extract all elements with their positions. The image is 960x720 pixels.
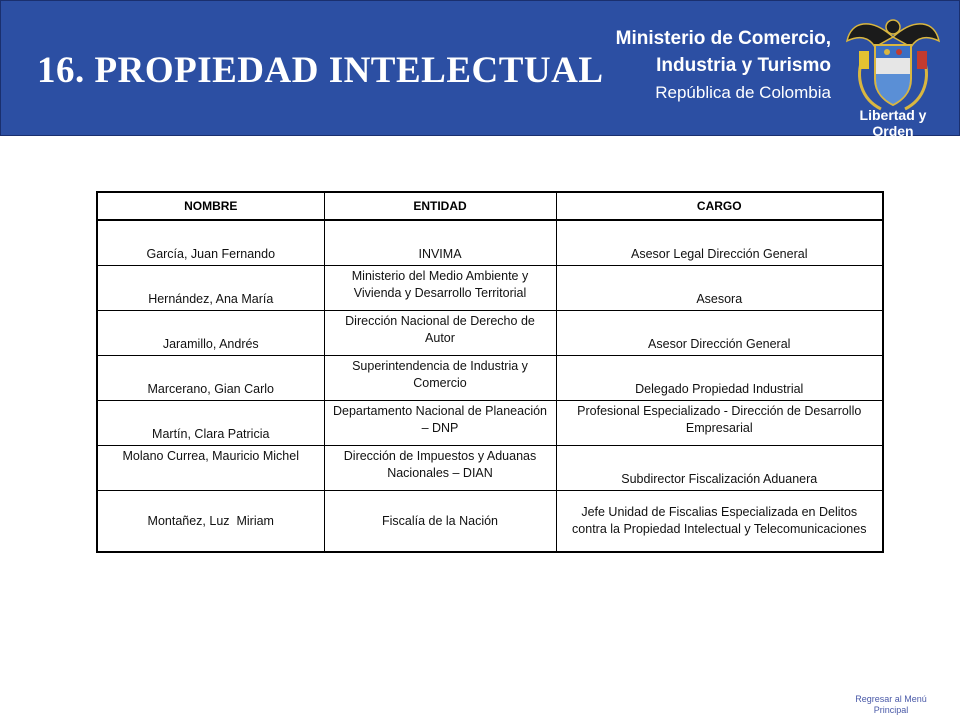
table-row bbox=[97, 266, 883, 311]
cell-cargo: Asesor Dirección General bbox=[556, 311, 883, 356]
cell-entidad: INVIMA bbox=[324, 220, 556, 266]
cell-nombre: Montañez, Luz Miriam bbox=[97, 491, 324, 553]
page-title: 16. PROPIEDAD INTELECTUAL bbox=[37, 50, 604, 91]
cell-entidad: Superintendencia de Industria y Comercio bbox=[324, 356, 556, 401]
table-row bbox=[97, 401, 883, 446]
cell-nombre: García, Juan Fernando bbox=[97, 220, 324, 266]
cell-entidad: Fiscalía de la Nación bbox=[324, 491, 556, 553]
back-to-main-menu-link[interactable] bbox=[836, 694, 946, 716]
column-header-cargo: CARGO bbox=[556, 192, 883, 220]
cell-entidad: Ministerio del Medio Ambiente y Vivienda y Desarrollo Territorial bbox=[324, 266, 556, 311]
cell-cargo: Asesora bbox=[556, 266, 883, 311]
cell-cargo: Asesor Legal Dirección General bbox=[556, 220, 883, 266]
table-row bbox=[97, 446, 883, 491]
cell-nombre: Jaramillo, Andrés bbox=[97, 311, 324, 356]
officials-table bbox=[96, 191, 884, 553]
table-row bbox=[97, 311, 883, 356]
cell-cargo: Subdirector Fiscalización Aduanera bbox=[556, 446, 883, 491]
cell-cargo: Delegado Propiedad Industrial bbox=[556, 356, 883, 401]
ministry-line-3: República de Colombia bbox=[655, 83, 831, 102]
column-header-nombre: NOMBRE bbox=[97, 192, 324, 220]
back-link-line-1: Regresar al Menú bbox=[855, 694, 927, 704]
cell-cargo: Profesional Especializado - Dirección de Desarrollo Empresarial bbox=[556, 401, 883, 446]
table-header-row bbox=[97, 192, 883, 220]
back-link-line-2: Principal bbox=[873, 705, 909, 715]
cell-nombre: Hernández, Ana María bbox=[97, 266, 324, 311]
cell-entidad: Departamento Nacional de Planeación – DNP bbox=[324, 401, 556, 446]
ministry-name bbox=[616, 25, 831, 106]
table-row bbox=[97, 220, 883, 266]
cell-nombre: Martín, Clara Patricia bbox=[97, 401, 324, 446]
ministry-line-1: Ministerio de Comercio, bbox=[615, 28, 831, 49]
column-header-entidad: ENTIDAD bbox=[324, 192, 556, 220]
cell-entidad: Dirección de Impuestos y Aduanas Nacionales – DIAN bbox=[324, 446, 556, 491]
cell-nombre: Molano Currea, Mauricio Michel bbox=[97, 446, 324, 491]
cell-entidad: Dirección Nacional de Derecho de Autor bbox=[324, 311, 556, 356]
ministry-line-2: Industria y Turismo bbox=[656, 55, 831, 76]
table-row bbox=[97, 491, 883, 553]
header-band bbox=[0, 0, 960, 139]
cell-nombre: Marcerano, Gian Carlo bbox=[97, 356, 324, 401]
motto: Libertad y Orden bbox=[859, 107, 927, 139]
table-row bbox=[97, 356, 883, 401]
cell-cargo: Jefe Unidad de Fiscalias Especializada en Delitos contra la Propiedad Intelectual y Telecomunicaciones bbox=[556, 491, 883, 553]
